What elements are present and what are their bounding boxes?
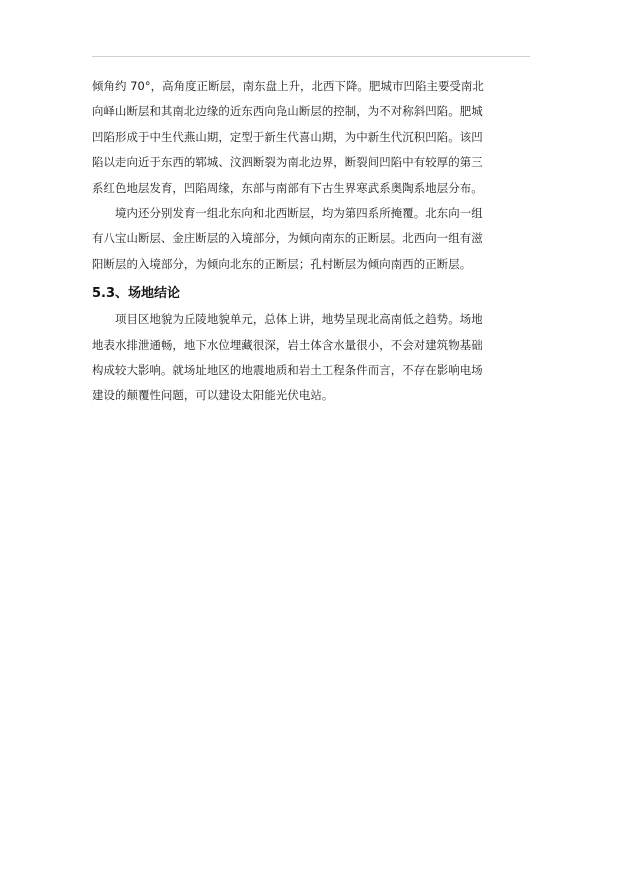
paragraph-fault-description	[92, 74, 529, 201]
text-line: 有八宝山断层、金庄断层的入境部分，为倾向南东的正断层。北西向一组有滋	[92, 231, 483, 246]
header-rule	[92, 56, 530, 57]
text-line: 陷以走向近于东西的郓城、汶泗断裂为南北边界，断裂间凹陷中有较厚的第三	[92, 155, 483, 170]
text-line: 向峄山断层和其南北边缘的近东西向凫山断层的控制，为不对称斜凹陷。肥城	[92, 104, 483, 119]
text-line: 凹陷形成于中生代燕山期，定型于新生代喜山期，为中新生代沉积凹陷。该凹	[92, 129, 483, 144]
text-line: 项目区地貌为丘陵地貌单元，总体上讲，地势呈现北高南低之趋势。场地	[115, 312, 483, 327]
text-line: 系红色地层发育，凹陷周缘，东部与南部有下古生界寒武系奥陶系地层分布。	[92, 180, 483, 195]
text-line: 建设的颠覆性问题，可以建设太阳能光伏电站。	[92, 388, 334, 403]
text-line: 境内还分别发育一组北东向和北西断层，均为第四系所掩覆。北东向一组	[115, 206, 483, 221]
text-line: 阳断层的入境部分，为倾向北东的正断层；孔村断层为倾向南西的正断层。	[92, 256, 472, 271]
section-heading: 5.3、场地结论	[92, 286, 181, 302]
text-line: 倾角约 70°，高角度正断层，南东盘上升，北西下降。肥城市凹陷主要受南北	[92, 79, 484, 93]
page-content	[92, 74, 529, 409]
paragraph-regional-faults	[92, 201, 529, 277]
paragraph-site-conclusion	[92, 307, 529, 409]
text-line: 构成较大影响。就场址地区的地震地质和岩土工程条件而言，不存在影响电场	[92, 363, 483, 378]
text-line: 地表水排泄通畅，地下水位埋藏很深，岩土体含水量很小，不会对建筑物基础	[92, 337, 483, 352]
